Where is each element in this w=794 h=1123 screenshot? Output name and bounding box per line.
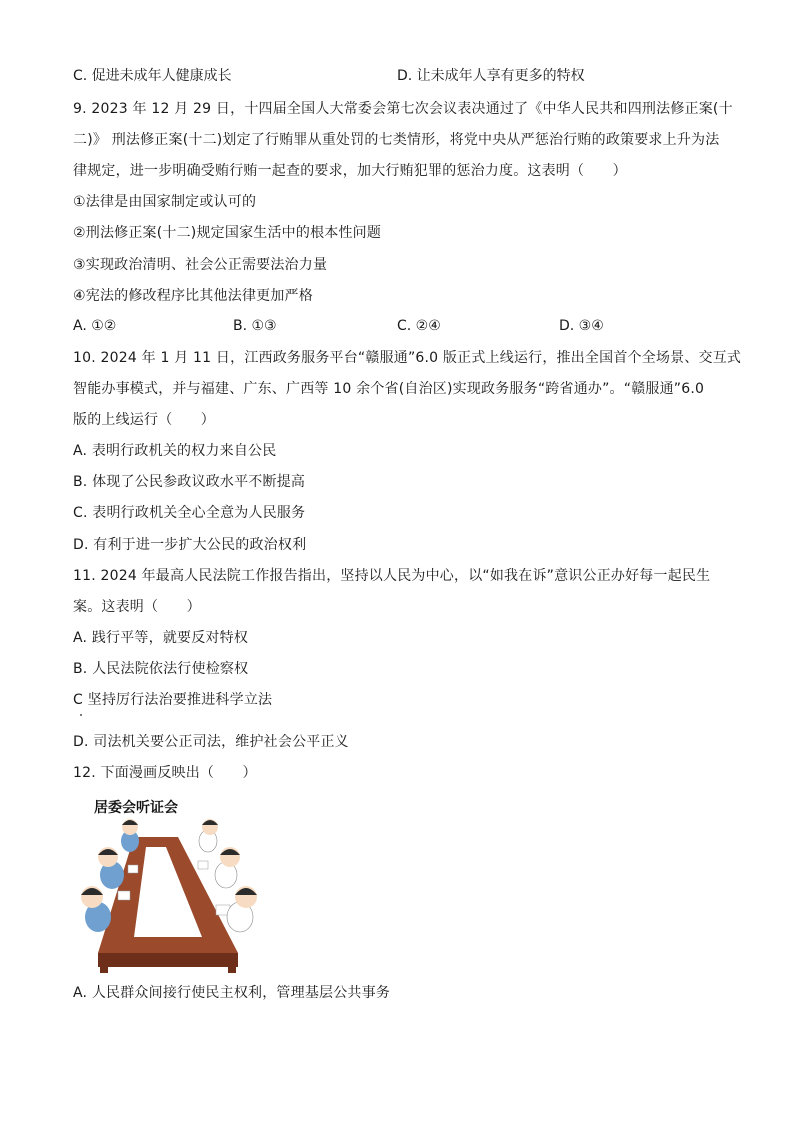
q9-item-1: ①法律是由国家制定或认可的	[73, 194, 257, 210]
option-c-prev: C. 促进未成年人健康成长	[73, 68, 232, 84]
q11-stem-line-2: 案。这表明（ ）	[73, 599, 201, 615]
q9-item-4: ④宪法的修改程序比其他法律更加严格	[73, 288, 313, 304]
q10-option-c: C. 表明行政机关全心全意为人民服务	[73, 505, 306, 521]
person-right-1	[199, 819, 218, 852]
cartoon-illustration	[70, 795, 270, 975]
person-left-3	[81, 886, 111, 932]
q9-option-d: D. ③④	[559, 318, 604, 334]
q9-option-b: B. ①③	[233, 318, 277, 334]
q9-item-3: ③实现政治清明、社会公正需要法治力量	[73, 257, 328, 273]
q10-option-d: D. 有利于进一步扩大公民的政治权利	[73, 537, 307, 553]
q10-stem-line-1: 10. 2024 年 1 月 11 日，江西政务服务平台“赣服通”6.0 版正式上线运行，推出全国首个全场景、交互式	[73, 350, 742, 366]
option-d-prev: D. 让未成年人享有更多的特权	[397, 68, 585, 84]
person-right-2	[215, 847, 240, 888]
q10-option-a: A. 表明行政机关的权力来自公民	[73, 443, 277, 459]
q11-option-a: A. 践行平等，就要反对特权	[73, 630, 249, 646]
person-right-3	[227, 886, 257, 932]
q11-option-d: D. 司法机关要公正司法，维护社会公平正义	[73, 734, 349, 750]
hearing-cartoon	[70, 795, 270, 975]
q12-stem: 12. 下面漫画反映出（ ）	[73, 765, 257, 781]
q9-stem-line-1: 9. 2023 年 12 月 29 日，十四届全国人大常委会第七次会议表决通过了《中华人民共和四刑法修正案(十	[73, 101, 733, 117]
cartoon-title: 居委会听证会	[94, 800, 178, 816]
q11-option-b: B. 人民法院依法行使检察权	[73, 661, 249, 677]
q10-option-b: B. 体现了公民参政议政水平不断提高	[73, 474, 306, 490]
q9-option-c: C. ②④	[397, 318, 441, 334]
q10-stem-line-3: 版的上线运行（ ）	[73, 412, 215, 428]
person-left-2	[98, 847, 124, 889]
person-left-1	[121, 819, 139, 852]
q12-option-a: A. 人民群众间接行使民主权利，管理基层公共事务	[73, 985, 391, 1001]
q9-stem-line-3: 律规定，进一步明确受贿行贿一起查的要求，加大行贿犯罪的惩治力度。这表明（ ）	[73, 163, 627, 179]
q9-option-a: A. ①②	[73, 318, 117, 334]
q11-option-c: C 坚持厉行法治要推进科学立法	[73, 692, 273, 708]
q9-item-2: ②刑法修正案(十二)规定国家生活中的根本性问题	[73, 225, 382, 241]
q10-stem-line-2: 智能办事模式，并与福建、广东、广西等 10 余个省(自治区)实现政务服务“跨省通办”。“赣服通”6.0	[73, 381, 705, 397]
q9-stem-line-2: 二)》 刑法修正案(十二)划定了行贿罪从重处罚的七类情形，将党中央从严惩治行贿的政策要求上升为法	[73, 132, 720, 148]
stray-dot	[80, 714, 82, 716]
q11-stem-line-1: 11. 2024 年最高人民法院工作报告指出，坚持以人民为中心，以“如我在诉”意识公正办好每一起民生	[73, 568, 711, 584]
